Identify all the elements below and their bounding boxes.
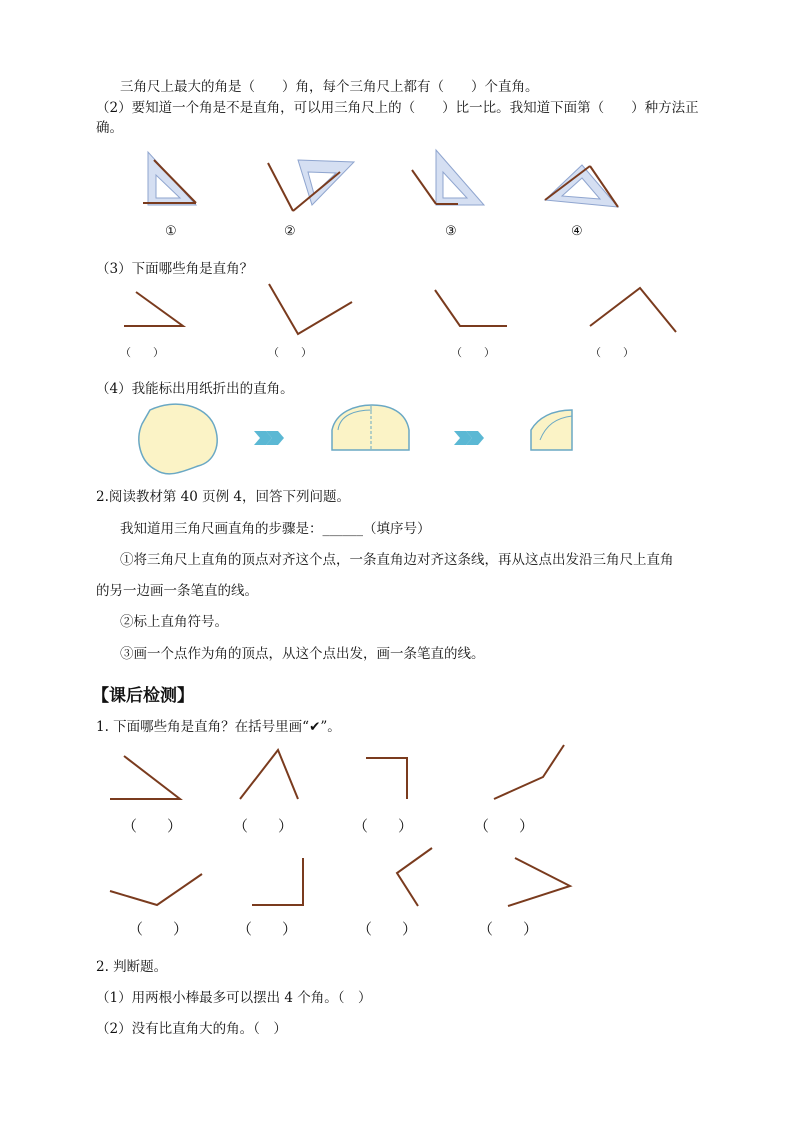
- method-label-1: ①: [165, 224, 177, 239]
- q2-steps-prompt: 我知道用三角尺画直角的步骤是：______（填序号）: [120, 521, 431, 537]
- check-paren-7[interactable]: （ ）: [357, 920, 418, 938]
- part3-paren-4[interactable]: （ ）: [590, 346, 634, 359]
- method-figure-3: [412, 150, 484, 205]
- method-label-2: ②: [284, 224, 296, 239]
- check-q2-2: （2）没有比直角大的角。（ ）: [96, 1021, 287, 1037]
- method-label-4: ④: [571, 224, 583, 239]
- check-paren-5[interactable]: （ ）: [128, 920, 189, 938]
- arrow-icon: [454, 431, 484, 445]
- part3-angles: [124, 284, 676, 334]
- arrow-icon: [254, 431, 284, 445]
- q2-step2: ②标上直角符号。: [120, 614, 228, 630]
- q2-step3: ③画一个点作为角的顶点，从这个点出发，画一条笔直的线。: [120, 646, 485, 662]
- part3-paren-1[interactable]: （ ）: [120, 346, 164, 359]
- q2-step1b: 的另一边画一条笔直的线。: [96, 583, 258, 599]
- method-figure-2: [268, 160, 354, 211]
- check-angles-row1: [110, 745, 564, 799]
- part4-title: （4）我能标出用纸折出的直角。: [96, 381, 294, 397]
- check-angles-row2: [110, 848, 570, 906]
- check-paren-1[interactable]: （ ）: [122, 817, 183, 835]
- check-paren-4[interactable]: （ ）: [474, 817, 535, 835]
- check-paren-3[interactable]: （ ）: [353, 817, 414, 835]
- check-paren-8[interactable]: （ ）: [478, 920, 539, 938]
- check-q1: 1. 下面哪些角是直角？在括号里画“✔”。: [96, 719, 341, 735]
- q1-line2: （2）要知道一个角是不是直角，可以用三角尺上的（ ）比一比。我知道下面第（ ）种方法正: [96, 100, 699, 116]
- paper-quarter: [531, 410, 572, 450]
- method-figure-1: [143, 152, 196, 205]
- paper-folding: [139, 404, 572, 474]
- q1-line3: 确。: [96, 120, 123, 136]
- method-figure-4: [545, 165, 618, 207]
- check-q2-1: （1）用两根小棒最多可以摆出 4 个角。（ ）: [96, 990, 372, 1006]
- part3-paren-3[interactable]: （ ）: [451, 346, 495, 359]
- section-title: 【课后检测】: [92, 686, 194, 706]
- check-q2: 2. 判断题。: [96, 959, 168, 975]
- part3-paren-2[interactable]: （ ）: [268, 346, 312, 359]
- method-label-3: ③: [445, 224, 457, 239]
- q2-step1a: ①将三角尺上直角的顶点对齐这个点，一条直角边对齐这条线，再从这点出发沿三角尺上直角: [120, 552, 674, 568]
- check-paren-6[interactable]: （ ）: [237, 920, 298, 938]
- part3-title: （3）下面哪些角是直角？: [96, 261, 254, 277]
- q1-line1: 三角尺上最大的角是（ ）角，每个三角尺上都有（ ）个直角。: [120, 79, 539, 95]
- paper-blob: [139, 404, 217, 474]
- check-paren-2[interactable]: （ ）: [233, 817, 294, 835]
- q2-title: 2.阅读教材第 40 页例 4，回答下列问题。: [96, 489, 351, 505]
